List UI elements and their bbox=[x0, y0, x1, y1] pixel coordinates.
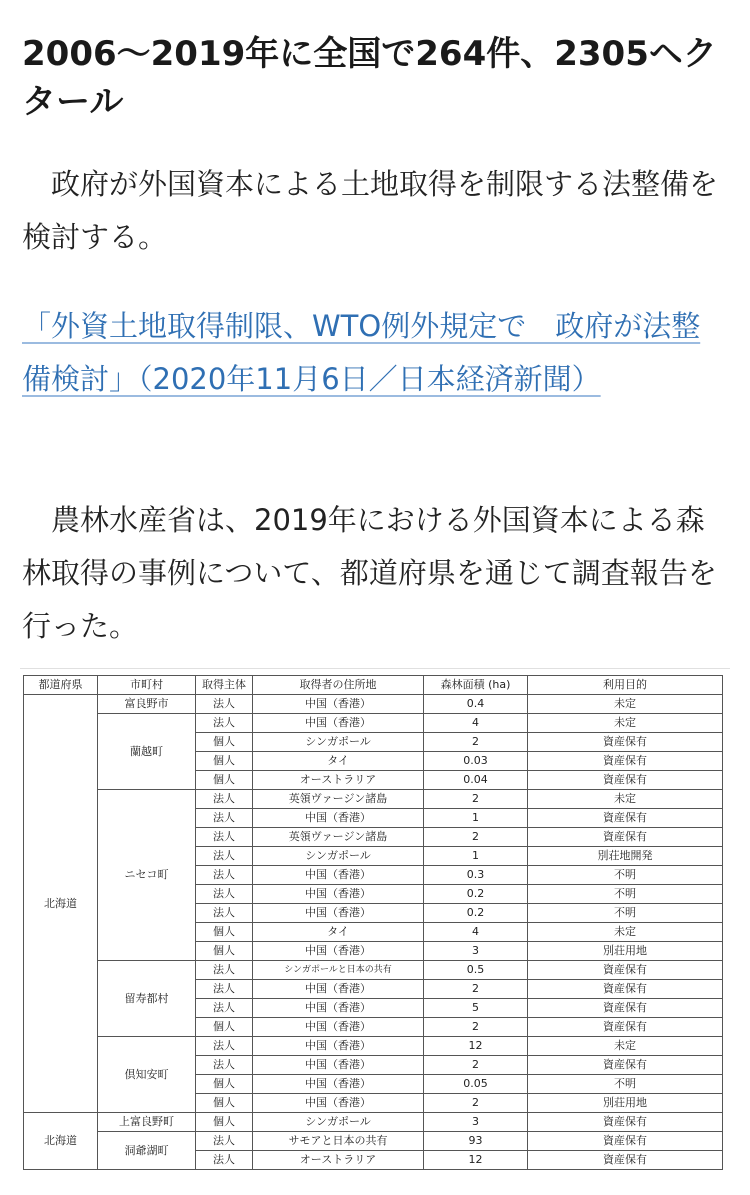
cell-purpose: 資産保有 bbox=[528, 752, 723, 771]
survey-paragraph: 農林水産省は、2019年における外国資本による森林取得の事例について、都道府県を通じて調査報告を行った。 bbox=[22, 503, 717, 643]
cell-municipality: 上富良野町 bbox=[98, 1113, 196, 1132]
forest-acquisition-table bbox=[23, 675, 723, 1170]
intro-paragraph: 政府が外国資本による土地取得を制限する法整備を検討する。 bbox=[22, 167, 719, 254]
cell-forest-area: 4 bbox=[424, 923, 528, 942]
header-prefecture: 都道府県 bbox=[24, 676, 98, 695]
table-row bbox=[24, 1037, 723, 1056]
cell-acquirer-type: 法人 bbox=[196, 904, 253, 923]
cell-forest-area: 2 bbox=[424, 980, 528, 999]
cell-purpose: 資産保有 bbox=[528, 809, 723, 828]
news-article-link[interactable]: 「外資土地取得制限、WTO例外規定で 政府が法整備検討」（2020年11月6日／日本経済新聞） bbox=[22, 309, 701, 396]
header-forest-area: 森林面積 (ha) bbox=[424, 676, 528, 695]
table-row bbox=[24, 1132, 723, 1151]
cell-forest-area: 2 bbox=[424, 733, 528, 752]
cell-purpose: 資産保有 bbox=[528, 980, 723, 999]
cell-forest-area: 12 bbox=[424, 1151, 528, 1170]
cell-acquirer-type: 法人 bbox=[196, 885, 253, 904]
cell-purpose: 資産保有 bbox=[528, 1132, 723, 1151]
cell-purpose: 別荘地開発 bbox=[528, 847, 723, 866]
header-acquirer-address: 取得者の住所地 bbox=[253, 676, 424, 695]
header-purpose: 利用目的 bbox=[528, 676, 723, 695]
cell-acquirer-address: オーストラリア bbox=[253, 1151, 424, 1170]
cell-acquirer-type: 法人 bbox=[196, 828, 253, 847]
cell-purpose: 資産保有 bbox=[528, 771, 723, 790]
cell-acquirer-type: 法人 bbox=[196, 695, 253, 714]
cell-purpose: 未定 bbox=[528, 1037, 723, 1056]
cell-forest-area: 0.05 bbox=[424, 1075, 528, 1094]
cell-acquirer-address: 中国（香港） bbox=[253, 1094, 424, 1113]
cell-purpose: 未定 bbox=[528, 714, 723, 733]
cell-acquirer-address: 中国（香港） bbox=[253, 809, 424, 828]
cell-acquirer-type: 個人 bbox=[196, 771, 253, 790]
cell-prefecture: 北海道 bbox=[24, 695, 98, 1113]
cell-acquirer-address: タイ bbox=[253, 923, 424, 942]
cell-forest-area: 2 bbox=[424, 790, 528, 809]
forest-acquisition-table-image bbox=[20, 668, 730, 1195]
cell-purpose: 資産保有 bbox=[528, 1056, 723, 1075]
cell-acquirer-address: シンガポール bbox=[253, 1113, 424, 1132]
cell-forest-area: 3 bbox=[424, 942, 528, 961]
cell-acquirer-type: 個人 bbox=[196, 1094, 253, 1113]
cell-purpose: 未定 bbox=[528, 790, 723, 809]
cell-purpose: 資産保有 bbox=[528, 1151, 723, 1170]
article-heading: 2006〜2019年に全国で264件、2305ヘクタール bbox=[22, 34, 717, 122]
cell-municipality: 蘭越町 bbox=[98, 714, 196, 790]
cell-purpose: 別荘用地 bbox=[528, 1094, 723, 1113]
cell-purpose: 別荘用地 bbox=[528, 942, 723, 961]
cell-acquirer-type: 法人 bbox=[196, 714, 253, 733]
cell-forest-area: 1 bbox=[424, 809, 528, 828]
cell-municipality: 留寿都村 bbox=[98, 961, 196, 1037]
table-row bbox=[24, 695, 723, 714]
cell-acquirer-address: シンガポール bbox=[253, 847, 424, 866]
cell-acquirer-type: 法人 bbox=[196, 961, 253, 980]
cell-acquirer-type: 個人 bbox=[196, 1075, 253, 1094]
cell-prefecture: 北海道 bbox=[24, 1113, 98, 1170]
cell-acquirer-address: 中国（香港） bbox=[253, 695, 424, 714]
cell-purpose: 資産保有 bbox=[528, 1113, 723, 1132]
cell-acquirer-type: 法人 bbox=[196, 790, 253, 809]
cell-forest-area: 2 bbox=[424, 828, 528, 847]
cell-acquirer-type: 法人 bbox=[196, 1151, 253, 1170]
cell-municipality: 倶知安町 bbox=[98, 1037, 196, 1113]
cell-acquirer-type: 法人 bbox=[196, 809, 253, 828]
cell-acquirer-type: 法人 bbox=[196, 999, 253, 1018]
cell-purpose: 資産保有 bbox=[528, 828, 723, 847]
cell-acquirer-address: 中国（香港） bbox=[253, 999, 424, 1018]
cell-purpose: 資産保有 bbox=[528, 999, 723, 1018]
cell-purpose: 不明 bbox=[528, 866, 723, 885]
cell-purpose: 資産保有 bbox=[528, 1018, 723, 1037]
cell-purpose: 未定 bbox=[528, 695, 723, 714]
cell-acquirer-address: 中国（香港） bbox=[253, 980, 424, 999]
cell-forest-area: 12 bbox=[424, 1037, 528, 1056]
cell-acquirer-address: 中国（香港） bbox=[253, 714, 424, 733]
cell-forest-area: 5 bbox=[424, 999, 528, 1018]
cell-forest-area: 2 bbox=[424, 1094, 528, 1113]
cell-forest-area: 0.04 bbox=[424, 771, 528, 790]
cell-acquirer-address: 中国（香港） bbox=[253, 1056, 424, 1075]
table-header-row bbox=[24, 676, 723, 695]
cell-acquirer-type: 個人 bbox=[196, 1113, 253, 1132]
cell-forest-area: 0.2 bbox=[424, 904, 528, 923]
header-acquirer-type: 取得主体 bbox=[196, 676, 253, 695]
cell-forest-area: 2 bbox=[424, 1056, 528, 1075]
cell-acquirer-address: オーストラリア bbox=[253, 771, 424, 790]
table-row bbox=[24, 1113, 723, 1132]
cell-acquirer-type: 法人 bbox=[196, 980, 253, 999]
cell-purpose: 不明 bbox=[528, 885, 723, 904]
cell-acquirer-type: 個人 bbox=[196, 923, 253, 942]
news-link-block bbox=[22, 300, 728, 406]
cell-acquirer-type: 個人 bbox=[196, 942, 253, 961]
cell-acquirer-type: 法人 bbox=[196, 847, 253, 866]
cell-acquirer-address: シンガポール bbox=[253, 733, 424, 752]
cell-forest-area: 0.5 bbox=[424, 961, 528, 980]
header-municipality: 市町村 bbox=[98, 676, 196, 695]
cell-acquirer-address: 中国（香港） bbox=[253, 866, 424, 885]
cell-purpose: 不明 bbox=[528, 904, 723, 923]
cell-acquirer-address: 中国（香港） bbox=[253, 1037, 424, 1056]
cell-acquirer-address: サモアと日本の共有 bbox=[253, 1132, 424, 1151]
cell-acquirer-type: 個人 bbox=[196, 733, 253, 752]
cell-acquirer-type: 法人 bbox=[196, 1132, 253, 1151]
table-row bbox=[24, 714, 723, 733]
cell-forest-area: 2 bbox=[424, 1018, 528, 1037]
cell-municipality: 洞爺湖町 bbox=[98, 1132, 196, 1170]
cell-acquirer-address: シンガポールと日本の共有 bbox=[253, 961, 424, 980]
cell-acquirer-address: 英領ヴァージン諸島 bbox=[253, 828, 424, 847]
cell-acquirer-address: 英領ヴァージン諸島 bbox=[253, 790, 424, 809]
cell-acquirer-type: 法人 bbox=[196, 1037, 253, 1056]
cell-purpose: 資産保有 bbox=[528, 733, 723, 752]
cell-acquirer-address: 中国（香港） bbox=[253, 1018, 424, 1037]
cell-purpose: 未定 bbox=[528, 923, 723, 942]
cell-acquirer-address: 中国（香港） bbox=[253, 904, 424, 923]
table-row bbox=[24, 790, 723, 809]
cell-forest-area: 4 bbox=[424, 714, 528, 733]
cell-forest-area: 0.3 bbox=[424, 866, 528, 885]
cell-acquirer-type: 法人 bbox=[196, 866, 253, 885]
cell-purpose: 資産保有 bbox=[528, 961, 723, 980]
cell-acquirer-address: 中国（香港） bbox=[253, 1075, 424, 1094]
cell-municipality: 富良野市 bbox=[98, 695, 196, 714]
cell-acquirer-type: 個人 bbox=[196, 752, 253, 771]
cell-forest-area: 93 bbox=[424, 1132, 528, 1151]
cell-forest-area: 0.03 bbox=[424, 752, 528, 771]
cell-forest-area: 3 bbox=[424, 1113, 528, 1132]
cell-forest-area: 0.2 bbox=[424, 885, 528, 904]
cell-acquirer-type: 法人 bbox=[196, 1056, 253, 1075]
cell-purpose: 不明 bbox=[528, 1075, 723, 1094]
cell-acquirer-type: 個人 bbox=[196, 1018, 253, 1037]
table-row bbox=[24, 961, 723, 980]
cell-acquirer-address: 中国（香港） bbox=[253, 885, 424, 904]
cell-forest-area: 1 bbox=[424, 847, 528, 866]
cell-municipality: ニセコ町 bbox=[98, 790, 196, 961]
cell-acquirer-address: タイ bbox=[253, 752, 424, 771]
cell-acquirer-address: 中国（香港） bbox=[253, 942, 424, 961]
cell-forest-area: 0.4 bbox=[424, 695, 528, 714]
